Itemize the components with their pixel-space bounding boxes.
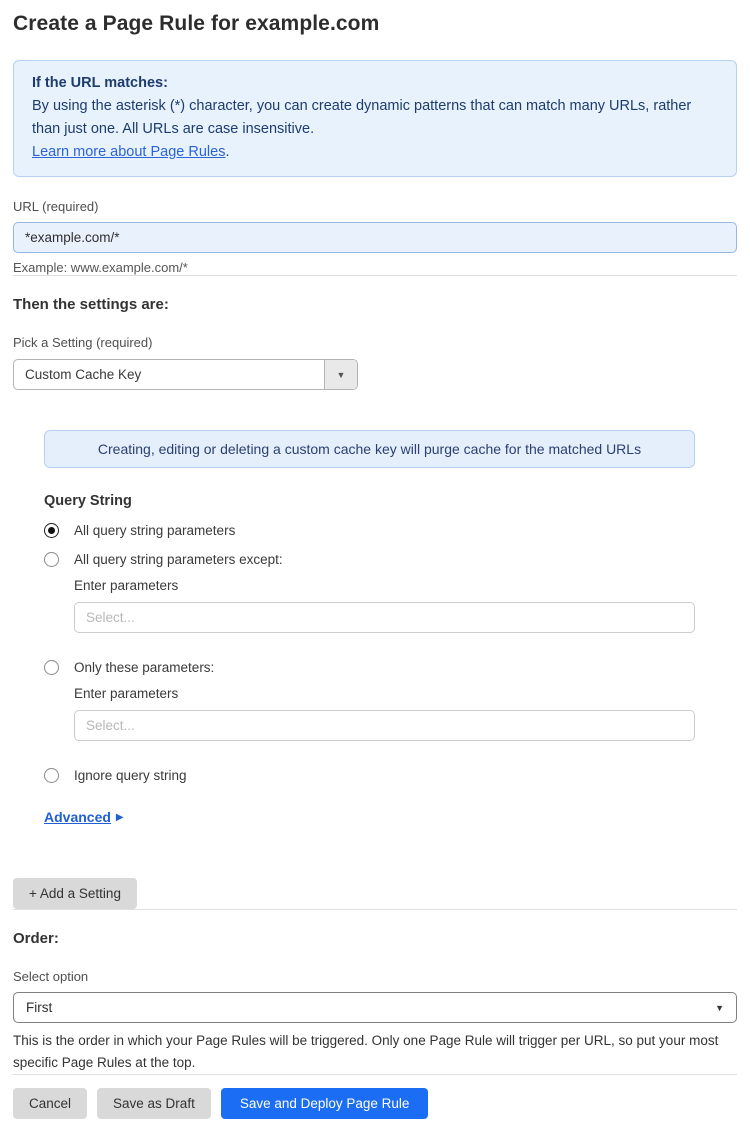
url-example-helper: Example: www.example.com/*: [13, 260, 188, 275]
url-input[interactable]: [13, 222, 737, 253]
only-params-field: [74, 686, 695, 741]
divider: [13, 1074, 737, 1075]
enter-parameters-label: Enter parameters: [74, 686, 179, 701]
pick-setting-label: Pick a Setting (required): [13, 335, 153, 350]
custom-cache-key-panel: [44, 430, 695, 827]
setting-dropdown-value: Custom Cache Key: [25, 367, 142, 382]
radio-label: Ignore query string: [74, 768, 187, 783]
radio-label: All query string parameters except:: [74, 552, 283, 567]
only-parameters-input[interactable]: [74, 710, 695, 741]
settings-section-heading: Then the settings are:: [13, 296, 169, 313]
radio-button-icon[interactable]: [44, 768, 59, 783]
radio-ignore-query-string[interactable]: [44, 768, 695, 783]
radio-label: All query string parameters: [74, 523, 236, 538]
order-select[interactable]: [13, 992, 737, 1023]
divider: [13, 275, 737, 276]
chevron-down-icon[interactable]: ▼: [324, 360, 357, 389]
radio-label: Only these parameters:: [74, 660, 215, 675]
divider: [13, 909, 737, 910]
purge-cache-notice: Creating, editing or deleting a custom cache key will purge cache for the matched URLs: [44, 430, 695, 468]
save-as-draft-button[interactable]: Save as Draft: [97, 1088, 211, 1119]
url-match-info-box: [13, 60, 737, 177]
radio-all-params-except[interactable]: [44, 552, 695, 567]
add-setting-button[interactable]: + Add a Setting: [13, 878, 137, 909]
learn-more-link[interactable]: Learn more about Page Rules: [32, 144, 226, 160]
query-string-heading: Query String: [44, 493, 132, 509]
footer-actions: [13, 1088, 737, 1119]
page-title: Create a Page Rule for example.com: [13, 12, 380, 35]
radio-button-icon[interactable]: [44, 660, 59, 675]
chevron-down-icon: ▼: [715, 1002, 724, 1013]
triangle-right-icon: ▶: [115, 811, 124, 823]
enter-parameters-label: Enter parameters: [74, 578, 179, 593]
advanced-link[interactable]: Advanced ▶: [44, 809, 124, 825]
order-select-label: Select option: [13, 969, 89, 984]
order-heading: Order:: [13, 930, 59, 947]
link-suffix: .: [225, 144, 230, 160]
info-box-link-row: [32, 141, 718, 164]
except-parameters-input[interactable]: [74, 602, 695, 633]
cancel-button[interactable]: Cancel: [13, 1088, 87, 1119]
setting-dropdown[interactable]: [13, 359, 358, 390]
info-box-heading: If the URL matches:: [32, 75, 168, 91]
save-and-deploy-button[interactable]: Save and Deploy Page Rule: [221, 1088, 429, 1119]
order-helper-text: This is the order in which your Page Rules will be triggered. Only one Page Rule will trigger per URL, so put your most specific Page Rules at the top.: [13, 1033, 719, 1070]
radio-all-query-params[interactable]: [44, 523, 695, 538]
except-params-field: [74, 578, 695, 633]
info-box-body: By using the asterisk (*) character, you can create dynamic patterns that can match many URLs, rather than just one. All URLs are case insensitive.: [32, 98, 692, 137]
order-select-value: First: [26, 1000, 53, 1015]
radio-only-these-params[interactable]: [44, 660, 695, 675]
radio-button-icon[interactable]: [44, 523, 59, 538]
url-field-label: URL (required): [13, 199, 99, 214]
radio-button-icon[interactable]: [44, 552, 59, 567]
